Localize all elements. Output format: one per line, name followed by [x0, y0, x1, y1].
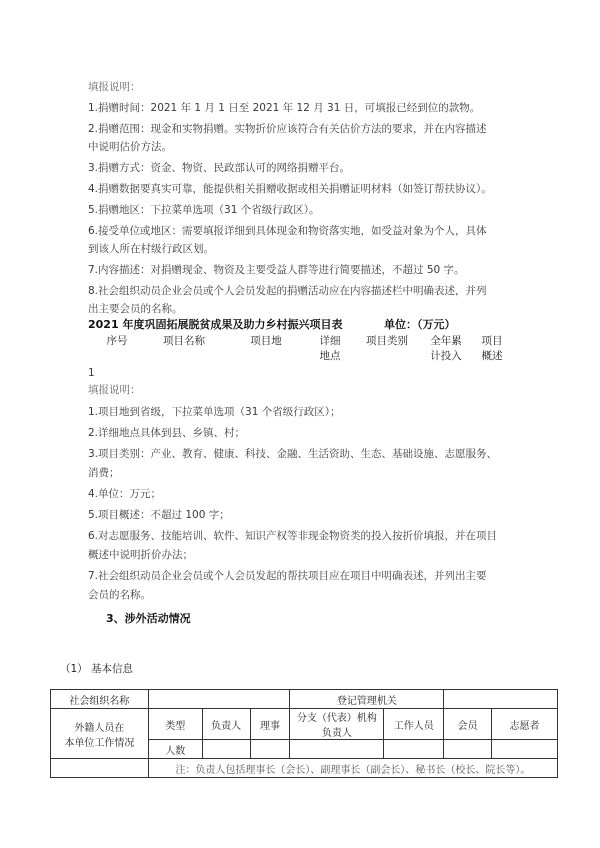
- section3-heading: 3、涉外活动情况: [106, 612, 191, 625]
- section1-item: 出主要会员的名称。: [88, 303, 183, 315]
- section1-item: 5.捐赠地区：下拉菜单选项（31 个省级行政区）。: [88, 204, 320, 216]
- count-branch-cell[interactable]: [290, 740, 384, 759]
- section1-item: 6.接受单位或地区：需要填报详细到具体现金和物资落实地，如受益对象为个人，具体: [88, 225, 487, 237]
- col-header-investment-2: 计投入: [430, 350, 462, 362]
- section1-item: 7.内容描述：对捐赠现金、物资及主要受益人群等进行简要描述，不超过 50 字。: [88, 264, 465, 276]
- col-header-project-location: 项目地: [250, 335, 282, 347]
- section2-item: 会员的名称。: [88, 589, 151, 601]
- col-head: 负责人: [202, 709, 250, 740]
- section2-item: 4.单位：万元；: [88, 488, 162, 500]
- section1-item: 中说明估价方法。: [88, 141, 172, 153]
- section2-item: 3.项目类别：产业、教育、健康、科技、金融、生活资助、生态、基础设施、志愿服务、: [88, 448, 498, 460]
- note-spacer: [51, 759, 149, 778]
- col-member: 会员: [444, 709, 492, 740]
- section1-item: 4.捐赠数据要真实可靠，能提供相关捐赠收据或相关捐赠证明材料（如签订帮扶协议）。: [88, 183, 492, 195]
- count-volunteer-cell[interactable]: [492, 740, 558, 759]
- section2-item: 7.社会组织动员企业会员或个人会员发起的帮扶项目应在项目中明确表述，并列出主要: [88, 570, 487, 582]
- section2-item: 5.项目概述：不超过 100 字；: [88, 509, 230, 521]
- col-header-category: 项目类别: [366, 335, 408, 347]
- org-name-label: 社会组织名称: [51, 690, 149, 709]
- table2-unit: 单位：（万元）: [384, 318, 456, 331]
- count-member-cell[interactable]: [444, 740, 492, 759]
- col-type: 类型: [148, 709, 202, 740]
- count-head-cell[interactable]: [202, 740, 250, 759]
- section2-item: 6.对志愿服务、技能培训、软件、知识产权等非现金物资类的投入按折价填报，并在项目: [88, 530, 498, 542]
- section2-item: 消费；: [88, 467, 120, 479]
- col-header-summary: 项目: [481, 335, 503, 347]
- col-director: 理事: [250, 709, 290, 740]
- section1-item: 3.捐赠方式：资金、物资、民政部认可的网络捐赠平台。: [88, 162, 351, 174]
- col-header-detail: 详细: [319, 335, 341, 347]
- table-row: [51, 759, 558, 778]
- count-director-cell[interactable]: [250, 740, 290, 759]
- col-header-detail-2: 地点: [319, 350, 341, 362]
- col-header-summary-2: 概述: [481, 350, 503, 362]
- section1-item: 2.捐赠范围：现金和实物捐赠。实物折价应该符合有关估价方法的要求，并在内容描述: [88, 123, 487, 135]
- col-volunteer: 志愿者: [492, 709, 558, 740]
- org-name-value[interactable]: [148, 690, 290, 709]
- section2-heading: 填报说明：: [88, 384, 141, 396]
- table2-row-index: 1: [88, 367, 95, 379]
- table-row: [51, 690, 558, 709]
- col-staff: 工作人员: [384, 709, 444, 740]
- count-staff-cell[interactable]: [384, 740, 444, 759]
- row-count-label: 人数: [148, 740, 202, 759]
- col-header-investment: 全年累: [430, 335, 462, 347]
- basic-info-table: [50, 689, 558, 778]
- section1-item: 8.社会组织动员企业会员或个人会员发起的捐赠活动应在内容描述栏中明确表述，并列: [88, 285, 487, 297]
- section2-item: 概述中说明折价办法；: [88, 549, 193, 561]
- foreign-staff-label: 外籍人员在 本单位工作情况: [51, 709, 149, 759]
- registry-value[interactable]: [444, 690, 558, 709]
- registry-label: 登记管理机关: [290, 690, 444, 709]
- section3-subheading: （1） 基本信息: [60, 663, 134, 675]
- form-note: 注：负责人包括理事长（会长）、副理事长（副会长）、秘书长（校长、院长等）。: [148, 759, 557, 778]
- col-header-project-name: 项目名称: [163, 335, 205, 347]
- section2-item: 1.项目地到省级，下拉菜单选项（31 个省级行政区）；: [88, 406, 341, 418]
- section1-item: 1.捐赠时间：2021 年 1 月 1 日至 2021 年 12 月 31 日，可填报已经到位的款物。: [88, 102, 481, 114]
- section1-item: 到该人所在村级行政区划。: [88, 243, 214, 255]
- table-row: [51, 709, 558, 740]
- table2-title: 2021 年度巩固拓展脱贫成果及助力乡村振兴项目表: [88, 318, 343, 331]
- col-header-index: 序号: [106, 335, 128, 347]
- section2-item: 2.详细地点具体到县、乡镇、村；: [88, 427, 246, 439]
- col-branch: 分支（代表）机构 负责人: [290, 709, 384, 740]
- section1-heading: 填报说明：: [88, 81, 141, 93]
